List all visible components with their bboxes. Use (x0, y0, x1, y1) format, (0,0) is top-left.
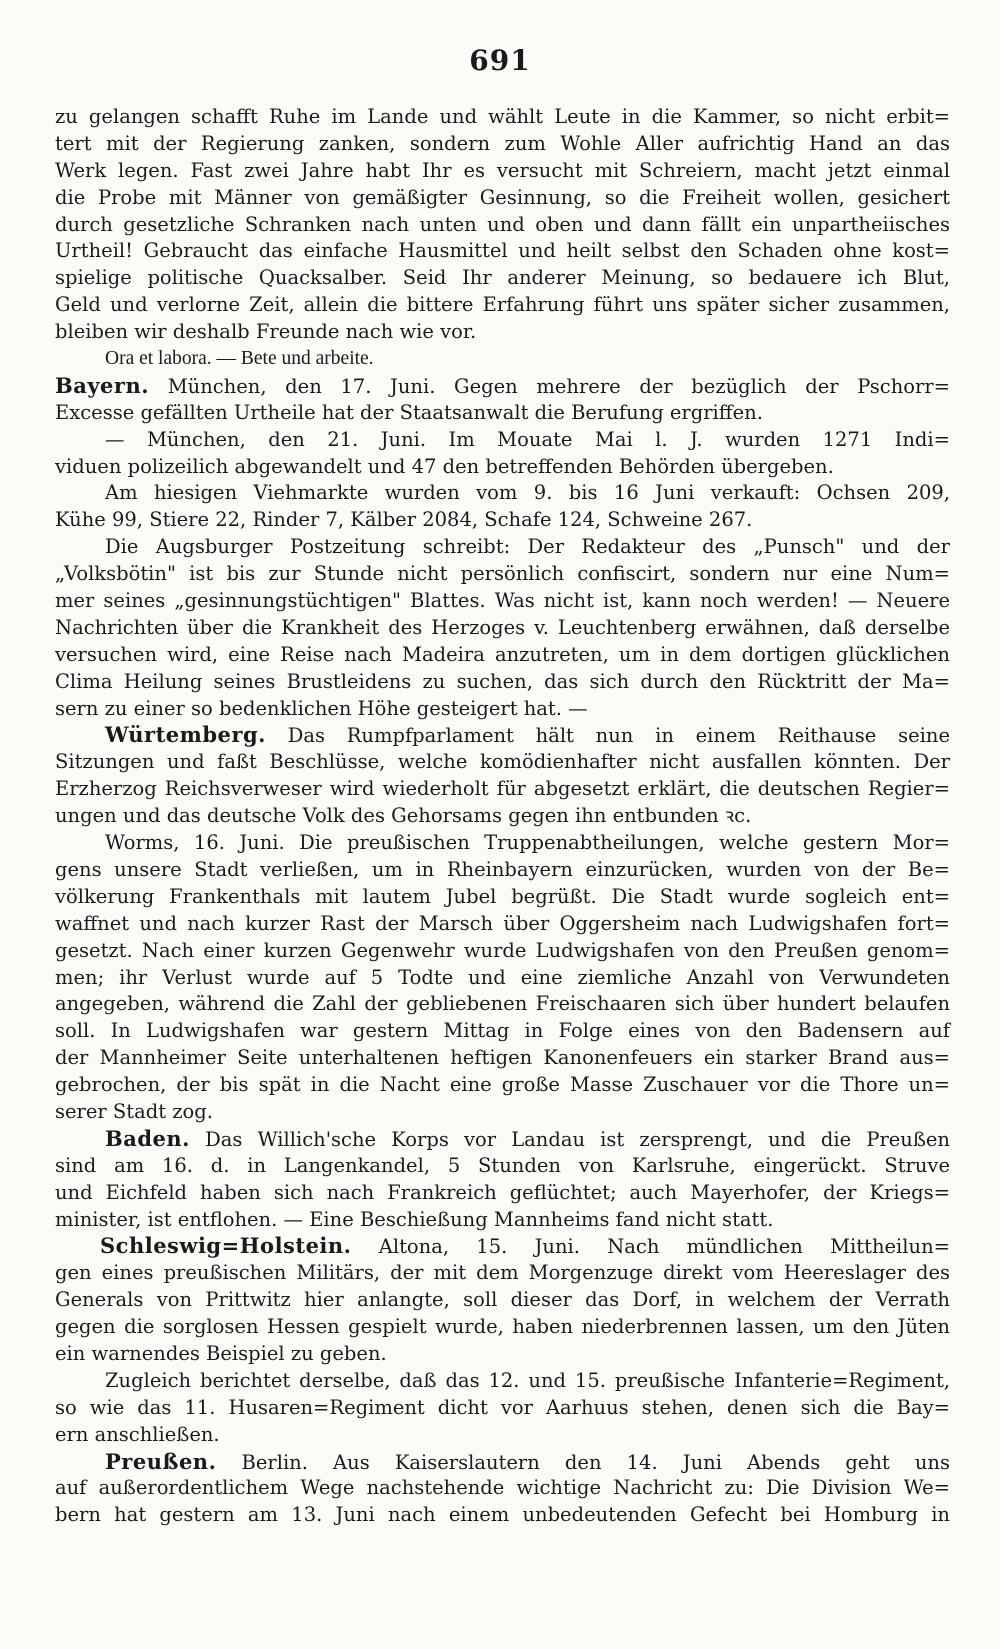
text-line: gens unsere Stadt verließen, um in Rheinbayern einzurücken, wurden von der Be= (55, 857, 950, 881)
text-line: Am hiesigen Viehmarkte wurden vom 9. bis 16 Juni verkauft: Ochsen 209, (105, 481, 950, 505)
text-line: sern zu einer so bedenklichen Höhe gesteigert hat. — (55, 696, 588, 720)
text-line: bleiben wir deshalb Freunde nach wie vor. (55, 320, 477, 344)
text-line: und Eichfeld haben sich nach Frankreich geflüchtet; auch Mayerhofer, der Kriegs= (55, 1180, 950, 1204)
text-line: mer seines „gesinnungstüchtigen" Blattes. Was nicht ist, kann noch werden! — Neuere (55, 589, 950, 613)
section-heading: Schleswig=Holstein. (100, 1233, 352, 1259)
text-line: versuchen wird, eine Reise nach Madeira anzutreten, um in dem dortigen glücklichen (55, 642, 950, 666)
text-line: „Volksbötin" ist bis zur Stunde nicht persönlich confiscirt, sondern nur eine Num= (55, 562, 950, 586)
text-line: men; ihr Verlust wurde auf 5 Todte und eine ziemliche Anzahl von Verwundeten (55, 965, 950, 989)
text-line: Werk legen. Fast zwei Jahre habt Ihr es versucht mit Schreiern, macht jetzt einmal (55, 158, 950, 182)
text-line: ern anschließen. (55, 1422, 220, 1446)
article-text (55, 104, 950, 1529)
text-line: ein warnendes Beispiel zu geben. (55, 1341, 387, 1365)
text-line: Clima Heilung seines Brustleidens zu suchen, das sich durch den Rücktritt der Ma= (55, 669, 950, 693)
text-line: Nachrichten über die Krankheit des Herzoges v. Leuchtenberg erwähnen, daß derselbe (55, 615, 950, 639)
text-line: serer Stadt zog. (55, 1099, 213, 1123)
text-line: gen eines preußischen Militärs, der mit dem Morgenzuge direkt vom Heereslager des (55, 1261, 950, 1285)
section-schleswig-holstein-line: Schleswig=Holstein. Altona, 15. Juni. Nach mündlichen Mittheilun= (100, 1233, 950, 1259)
text-line: minister, ist entflohen. — Eine Beschießung Mannheims fand nicht statt. (55, 1207, 774, 1231)
motto-line: Ora et labora. — Bete und arbeite. (105, 348, 374, 370)
text-line: Zugleich berichtet derselbe, daß das 12. und 15. preußische Infanterie=Regiment, (105, 1368, 950, 1392)
text-line: so wie das 11. Husaren=Regiment dicht vor Aarhuus stehen, denen sich die Bay= (55, 1395, 950, 1419)
text-line: zu gelangen schafft Ruhe im Lande und wählt Leute in die Kammer, so nicht erbit= (55, 105, 950, 128)
text-line: angegeben, während die Zahl der gebliebenen Freischaaren sich über hundert belaufen (55, 992, 950, 1016)
section-bayern-line: Bayern. München, den 17. Juni. Gegen mehrere der bezüglich der Pschorr= (55, 372, 950, 398)
text-line: Kühe 99, Stiere 22, Rinder 7, Kälber 2084, Schafe 124, Schweine 267. (55, 508, 753, 532)
text-line: bern hat gestern am 13. Juni nach einem unbedeutenden Gefecht bei Homburg in (55, 1503, 950, 1527)
section-heading: Würtemberg. (105, 722, 266, 748)
text-line: tert mit der Regierung zanken, sondern zum Wohle Aller aufrichtig Hand an das (55, 131, 950, 155)
page-number: 691 (469, 44, 531, 77)
text-line: spielige politische Quacksalber. Seid Ihr anderer Meinung, so bedauere ich Blut, (55, 266, 950, 290)
section-preussen-line: Preußen. Berlin. Aus Kaiserslautern den 14. Juni Abends geht uns (105, 1448, 950, 1474)
section-heading: Baden. (105, 1125, 190, 1151)
text-line: völkerung Frankenthals mit lautem Jubel begrüßt. Die Stadt wurde sogleich ent= (55, 884, 950, 908)
section-heading: Bayern. (55, 372, 150, 398)
text-line: viduen polizeilich abgewandelt und 47 den betreffenden Behörden übergeben. (55, 454, 834, 478)
text-line: die Probe mit Männer von gemäßigter Gesinnung, so die Freiheit wollen, gesichert (55, 185, 950, 209)
text-line: waffnet und nach kurzer Rast der Marsch über Oggersheim nach Ludwigshafen fort= (55, 911, 950, 935)
text-line: der Mannheimer Seite unterhaltenen heftigen Kanonenfeuers ein starker Brand aus= (55, 1046, 950, 1070)
text-line: sind am 16. d. in Langenkandel, 5 Stunden von Karlsruhe, eingerückt. Struve (55, 1153, 950, 1177)
text-line: auf außerordentlichem Wege nachstehende wichtige Nachricht zu: Die Division We= (55, 1476, 950, 1500)
text-line: Excesse gefällten Urtheile hat der Staatsanwalt die Berufung ergriffen. (55, 400, 763, 424)
text-line: Geld und verlorne Zeit, allein die bittere Erfahrung führt uns später sicher zusammen, (55, 293, 950, 317)
text-line: soll. In Ludwigshafen war gestern Mittag in Folge eines von den Badensern auf (55, 1019, 950, 1043)
text-line: Generals von Prittwitz hier anlangte, soll dieser das Dorf, in welchem der Verrath (55, 1288, 950, 1312)
text-line: gegen die sorglosen Hessen gespielt wurde, haben niederbrennen lassen, um den Jüten (55, 1315, 950, 1339)
text-line: ungen und das deutsche Volk des Gehorsams gegen ihn entbunden ꝛc. (55, 804, 752, 828)
section-wuertemberg-line: Würtemberg. Das Rumpfparlament hält nun in einem Reithause seine (105, 722, 950, 748)
text-line: gebrochen, der bis spät in die Nacht eine große Masse Zuschauer vor die Thore un= (55, 1073, 950, 1097)
text-line: gesetzt. Nach einer kurzen Gegenwehr wurde Ludwigshafen von den Preußen genom= (55, 938, 950, 962)
text-line: Die Augsburger Postzeitung schreibt: Der Redakteur des „Punsch" und der (105, 535, 950, 559)
section-heading: Preußen. (105, 1448, 217, 1474)
text-line: durch gesetzliche Schranken nach unten und oben und dann fällt ein unpartheiisches (55, 212, 950, 236)
text-line: Erzherzog Reichsverweser wird wiederholt für abgesetzt erklärt, die deutschen Regier= (55, 777, 950, 801)
section-baden-line: Baden. Das Willich'sche Korps vor Landau ist zersprengt, und die Preußen (105, 1125, 950, 1151)
text-line: Urtheil! Gebraucht das einfache Hausmittel und heilt selbst den Schaden ohne kost= (55, 239, 950, 263)
text-line: Worms, 16. Juni. Die preußischen Truppenabtheilungen, welche gestern Mor= (105, 831, 950, 855)
text-line: Sitzungen und faßt Beschlüsse, welche komödienhafter nicht ausfallen könnten. Der (55, 750, 950, 774)
text-line: — München, den 21. Juni. Im Mouate Mai l. J. wurden 1271 Indi= (105, 427, 950, 451)
